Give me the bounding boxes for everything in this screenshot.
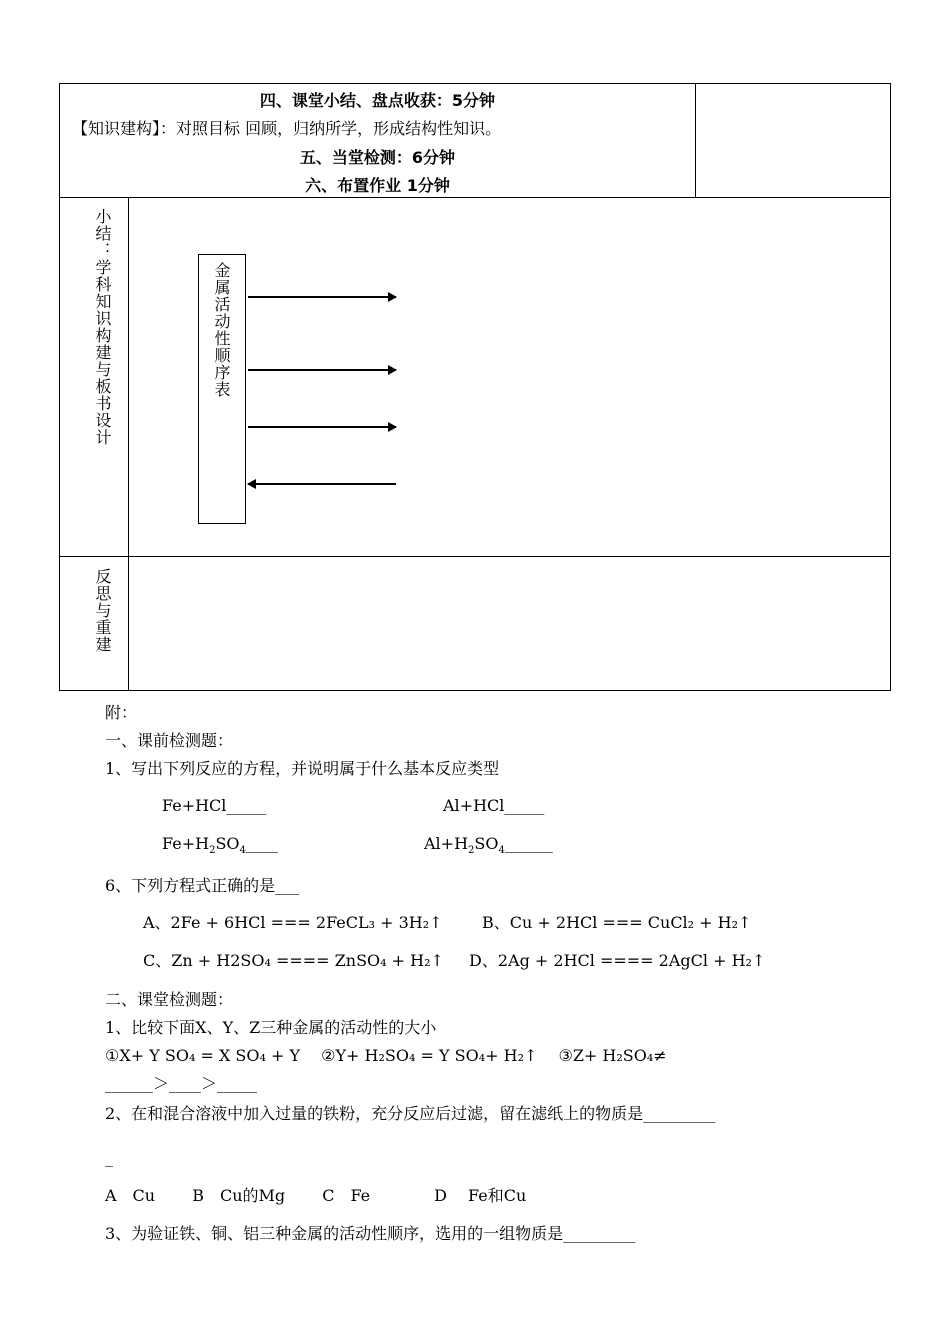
table-bottom-border [59,690,891,691]
table-top-right-divider [695,83,696,198]
part1-heading: 一、课前检测题： [105,731,234,750]
appendix-title: 附： [105,703,138,722]
section4-heading: 四、课堂小结、盘点收获：5分钟 [259,91,496,110]
arrow-right-1 [248,296,396,298]
question-6: 6、下列方程式正确的是___ [105,876,300,895]
arrow-right-3 [248,426,396,428]
part2-question-1-blank: ______＞____＞_____ [105,1074,258,1093]
question-1-a: Fe+HCl_____ [162,796,267,815]
section4-body: 【知识建构】：对照目标 回顾，归纳所学，形成结构性知识。 [72,119,502,138]
table-row-divider-2 [59,556,891,557]
question-1: 1、写出下列反应的方程，并说明属于什么基本反应类型 [105,759,500,778]
question-1-b: Al+HCl_____ [443,796,545,815]
part2-question-1-equations: ①X+ Y SO₄ = X SO₄ + Y ②Y+ H₂SO₄ = Y SO₄+ H₂↑ ③Z+ H₂SO₄≠ [105,1046,667,1065]
question-6-option-b: B、Cu + 2HCl === CuCl₂ + H₂↑ [482,913,752,932]
summary-label: 小结：学科知识构建与板书设计 [93,208,112,446]
section6-heading: 六、布置作业 1分钟 [305,176,450,195]
question-6-option-d: D、2Ag + 2HCl ==== 2AgCl + H₂↑ [469,951,766,970]
part2-question-1: 1、比较下面X、Y、Z三种金属的活动性的大小 [105,1018,437,1037]
part2-question-2: 2、在和混合溶液中加入过量的铁粉，充分反应后过滤，留在滤纸上的物质是_________ [105,1104,716,1123]
arrow-left-4 [248,483,396,485]
table-label-column-divider [128,197,129,691]
section5-heading: 五、当堂检测：6分钟 [299,148,456,167]
question-6-option-c: C、Zn + H2SO₄ ==== ZnSO₄ + H₂↑ [143,951,444,970]
question-1-d: $Al+H_2SO_4\_\_\_\_\_\_$ [424,834,553,857]
part2-question-2-options: A Cu B Cu的Mg C Fe D Fe和Cu [105,1186,527,1205]
reflection-label: 反思与重建 [93,568,112,653]
question-1-c: $Fe+H_2SO_4\_\_\_\_$ [162,834,278,857]
table-right-border [890,83,891,691]
part2-heading: 二、课堂检测题： [105,990,234,1009]
part2-question-3: 3、为验证铁、铜、铝三种金属的活动性顺序，选用的一组物质是_________ [105,1224,636,1243]
metal-activity-box-text: 金属活动性顺序表 [212,262,231,398]
part2-question-2-continued: _ [105,1148,113,1167]
question-6-option-a: A、2Fe + 6HCl === 2FeCL₃ + 3H₂↑ [143,913,443,932]
table-row-divider-1 [59,197,891,198]
arrow-right-2 [248,369,396,371]
table-top-border [59,83,891,84]
